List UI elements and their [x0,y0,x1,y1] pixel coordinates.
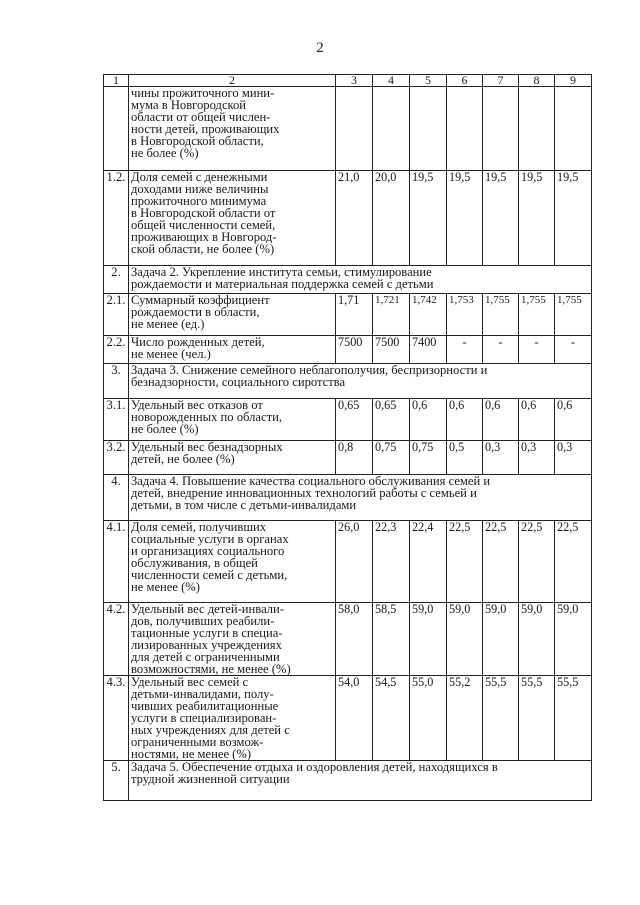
indicator-value: 1,71 [336,294,373,336]
indicator-value: 0,6 [410,399,447,441]
indicator-value [410,87,447,171]
indicator-value: 1,742 [410,294,447,336]
row-number: 5. [104,761,129,801]
indicator-value: 22,5 [447,521,483,603]
indicator-value: 7500 [373,336,410,364]
table-body [104,87,592,801]
indicator-name: Доля семей, получивших социальные услуги в органах и организациях социального обслуживания, в общей численности семей с детьми, не менее (%) [129,521,336,603]
indicator-value: 22,5 [555,521,592,603]
column-number: 7 [483,75,519,87]
indicator-name: чины прожиточного мини- мума в Новгородской области от общей числен- ности детей, проживающих в Новгородской области, не более (%) [129,87,336,171]
indicator-name: Доля семей с денежными доходами ниже величины прожиточного минимума в Новгородской области от общей численности семей, проживающих в Новгород- ской области, не более (%) [129,171,336,266]
column-number: 5 [410,75,447,87]
indicator-value [483,87,519,171]
row-number: 4. [104,475,129,521]
indicator-value: 7400 [410,336,447,364]
page-number: 2 [316,40,324,56]
indicator-value: 54,0 [336,676,373,761]
indicator-value: 19,5 [483,171,519,266]
row-number: 3.1. [104,399,129,441]
indicator-value: 22,5 [519,521,555,603]
indicator-value: 0,75 [410,441,447,475]
task-row [104,761,592,801]
task-title: Задача 5. Обеспечение отдыха и оздоровления детей, находящихся в трудной жизненной ситуации [129,761,592,801]
row-number: 2.2. [104,336,129,364]
indicator-row [104,521,592,603]
column-number: 4 [373,75,410,87]
task-row [104,266,592,294]
indicator-name: Суммарный коэффициент рождаемости в области, не менее (ед.) [129,294,336,336]
indicator-value: 0,8 [336,441,373,475]
indicator-value: 7500 [336,336,373,364]
indicator-value [373,87,410,171]
indicator-value: 1,721 [373,294,410,336]
indicator-value [447,87,483,171]
indicator-value: 26,0 [336,521,373,603]
indicator-value: 1,753 [447,294,483,336]
row-number: 4.2. [104,603,129,676]
indicator-value: 0,65 [373,399,410,441]
indicator-value: 58,5 [373,603,410,676]
row-number: 4.3. [104,676,129,761]
indicator-value: 0,6 [447,399,483,441]
indicator-value: 0,3 [483,441,519,475]
indicator-row [104,399,592,441]
indicator-value: 55,5 [483,676,519,761]
indicator-value: 21,0 [336,171,373,266]
indicator-value: 54,5 [373,676,410,761]
indicator-value: - [555,336,592,364]
indicators-table [103,74,592,801]
indicator-value: 1,755 [555,294,592,336]
indicator-value: 0,75 [373,441,410,475]
task-title: Задача 3. Снижение семейного неблагополучия, беспризорности и безнадзорности, социального сиротства [129,364,592,399]
indicator-value: 58,0 [336,603,373,676]
indicator-value: 19,5 [447,171,483,266]
row-number: 3.2. [104,441,129,475]
column-number: 8 [519,75,555,87]
indicator-name: Удельный вес безнадзорных детей, не более (%) [129,441,336,475]
indicator-row [104,603,592,676]
indicator-value: 1,755 [519,294,555,336]
indicator-value: 0,6 [555,399,592,441]
column-number: 6 [447,75,483,87]
indicator-value: 0,6 [483,399,519,441]
indicator-value: 22,5 [483,521,519,603]
indicator-name: Удельный вес отказов от новорожденных по области, не более (%) [129,399,336,441]
indicator-value: 59,0 [555,603,592,676]
indicator-row [104,676,592,761]
indicator-value: 55,0 [410,676,447,761]
indicator-value: 0,5 [447,441,483,475]
row-number: 2.1. [104,294,129,336]
indicator-value: 59,0 [519,603,555,676]
indicator-value: - [447,336,483,364]
row-number: 3. [104,364,129,399]
indicator-value: 19,5 [519,171,555,266]
row-number: 1.2. [104,171,129,266]
indicator-name: Удельный вес семей с детьми-инвалидами, полу- чивших реабилитационные услуги в специализирован- ных учреждениях для детей с ограниченными возмож- ностями, не менее (%) [129,676,336,761]
indicator-value: 0,65 [336,399,373,441]
column-number: 2 [129,75,336,87]
indicator-row [104,171,592,266]
indicator-row [104,441,592,475]
indicator-value: 55,5 [519,676,555,761]
column-number-row [104,75,592,87]
indicator-value: - [483,336,519,364]
row-number: 2. [104,266,129,294]
indicator-row [104,87,592,171]
column-number: 1 [104,75,129,87]
indicator-value [555,87,592,171]
indicator-name: Число рожденных детей, не менее (чел.) [129,336,336,364]
indicator-name: Удельный вес детей-инвали- дов, получивших реабили- тационные услуги в специа- лизированных учреждениях для детей с ограниченными возможностями, не менее (%) [129,603,336,676]
indicator-value [336,87,373,171]
column-number: 3 [336,75,373,87]
indicator-row [104,294,592,336]
indicator-value: 19,5 [555,171,592,266]
indicator-value: 59,0 [483,603,519,676]
indicator-value: 55,5 [555,676,592,761]
task-title: Задача 2. Укрепление института семьи, стимулирование рождаемости и материальная поддержка семей с детьми [129,266,592,294]
indicator-value: 0,3 [519,441,555,475]
indicator-value [519,87,555,171]
indicator-value: 1,755 [483,294,519,336]
indicator-value: 22,3 [373,521,410,603]
indicator-value: - [519,336,555,364]
indicator-value: 0,3 [555,441,592,475]
task-row [104,475,592,521]
indicator-value: 0,6 [519,399,555,441]
row-number [104,87,129,171]
indicator-value: 55,2 [447,676,483,761]
row-number: 4.1. [104,521,129,603]
task-row [104,364,592,399]
column-number: 9 [555,75,592,87]
indicator-value: 22,4 [410,521,447,603]
indicator-row [104,336,592,364]
indicator-value: 59,0 [410,603,447,676]
task-title: Задача 4. Повышение качества социального обслуживания семей и детей, внедрение инновационных технологий работы с семьей и детьми, в том числе с детьми-инвалидами [129,475,592,521]
indicator-value: 19,5 [410,171,447,266]
indicator-value: 20,0 [373,171,410,266]
indicator-value: 59,0 [447,603,483,676]
